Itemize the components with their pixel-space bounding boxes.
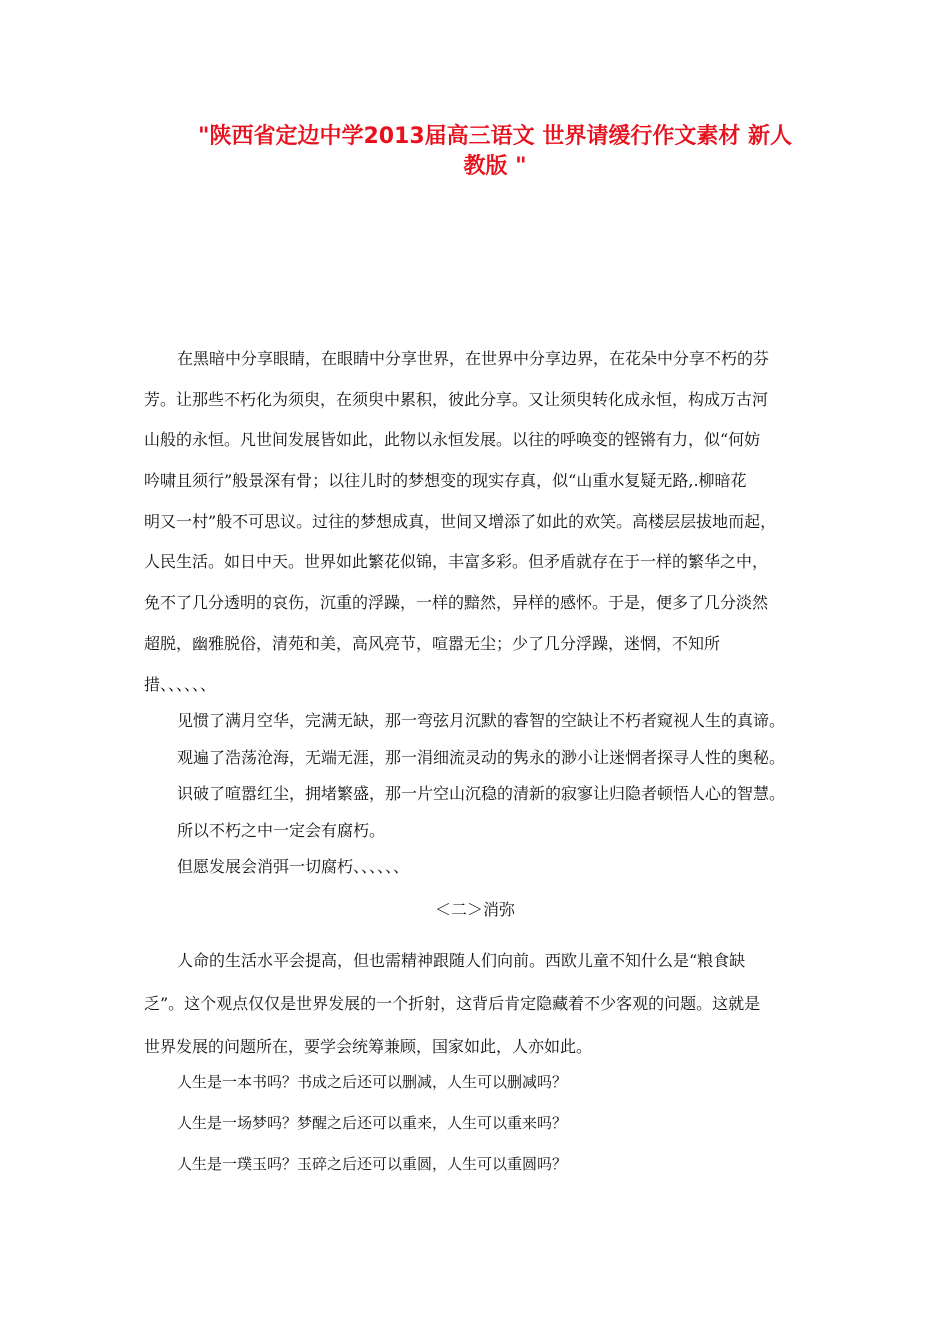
paragraph-line: 但愿发展会消弭一切腐朽、、、、、、: [177, 857, 410, 876]
question-line: 人生是一璞玉吗？玉碎之后还可以重圆，人生可以重圆吗？: [177, 1155, 568, 1173]
paragraph-line: 人命的生活水平会提高，但也需精神跟随人们向前。西欧儿童不知什么是“粮食缺: [177, 951, 746, 970]
paragraph-line: 见惯了满月空华，完满无缺，那一弯弦月沉默的睿智的空缺让不朽者窥视人生的真谛。: [177, 711, 786, 730]
paragraph-line: 山般的永恒。凡世间发展皆如此，此物以永恒发展。以往的呼唤变的铿锵有力，似“何妨: [144, 430, 761, 450]
paragraph-line: 措、、、、、、: [144, 674, 217, 694]
paragraph-line: 在黑暗中分享眼睛，在眼睛中分享世界，在世界中分享边界，在花朵中分享不朽的芬: [177, 349, 770, 368]
paragraph-line: 明又一村”般不可思议。过往的梦想成真，世间又增添了如此的欢笑。高楼层层拔地而起，: [144, 511, 777, 531]
question-line: 人生是一场梦吗？梦醒之后还可以重来，人生可以重来吗？: [177, 1114, 568, 1132]
paragraph-line: 吟啸且须行”般景深有骨；以往儿时的梦想变的现实存真，似“山重水复疑无路,.柳暗花: [144, 471, 747, 491]
question-line: 人生是一本书吗？书成之后还可以删减，人生可以删减吗？: [177, 1073, 568, 1091]
paragraph-line: 人民生活。如日中天。世界如此繁花似锦，丰富多彩。但矛盾就存在于一样的繁华之中，: [144, 552, 769, 572]
paragraph-line: 所以不朽之中一定会有腐朽。: [177, 820, 386, 840]
paragraph-line: 观遍了浩荡沧海，无端无涯，那一涓细流灵动的隽永的渺小让迷惘者探寻人性的奥秘。: [177, 747, 786, 767]
paragraph-1: [144, 339, 814, 705]
paragraph-line: 识破了喧嚣红尘，拥堵繁盛，那一片空山沉稳的清新的寂寥让归隐者顿悟人心的智慧。: [177, 784, 786, 803]
title-line-2: 教版 ": [463, 154, 527, 179]
question-list: [177, 1062, 817, 1185]
paragraph-3: [144, 939, 814, 1068]
document-title: [185, 122, 805, 182]
paragraph-line: 超脱，幽雅脱俗，清苑和美，高风亮节，喧嚣无尘；少了几分浮躁，迷惘，不知所: [144, 633, 721, 653]
paragraph-line: 世界发展的问题所在，要学会统筹兼顾，国家如此，人亦如此。: [144, 1037, 593, 1056]
paragraph-line: 乏”。这个观点仅仅是世界发展的一个折射，这背后肯定隐藏着不少客观的问题。这就是: [144, 994, 761, 1013]
title-line-1: "陕西省定边中学2013届高三语文 世界请缓行作文素材 新人: [197, 124, 792, 149]
paragraph-line: 免不了几分透明的哀伤，沉重的浮躁，一样的黯然，异样的感怀。于是，便多了几分淡然: [144, 593, 769, 613]
paragraph-2: [177, 703, 817, 886]
paragraph-line: 芳。让那些不朽化为须臾，在须臾中累积，彼此分享。又让须臾转化成永恒，构成万古河: [144, 389, 769, 409]
section-heading: ＜二＞消弥: [434, 900, 515, 919]
